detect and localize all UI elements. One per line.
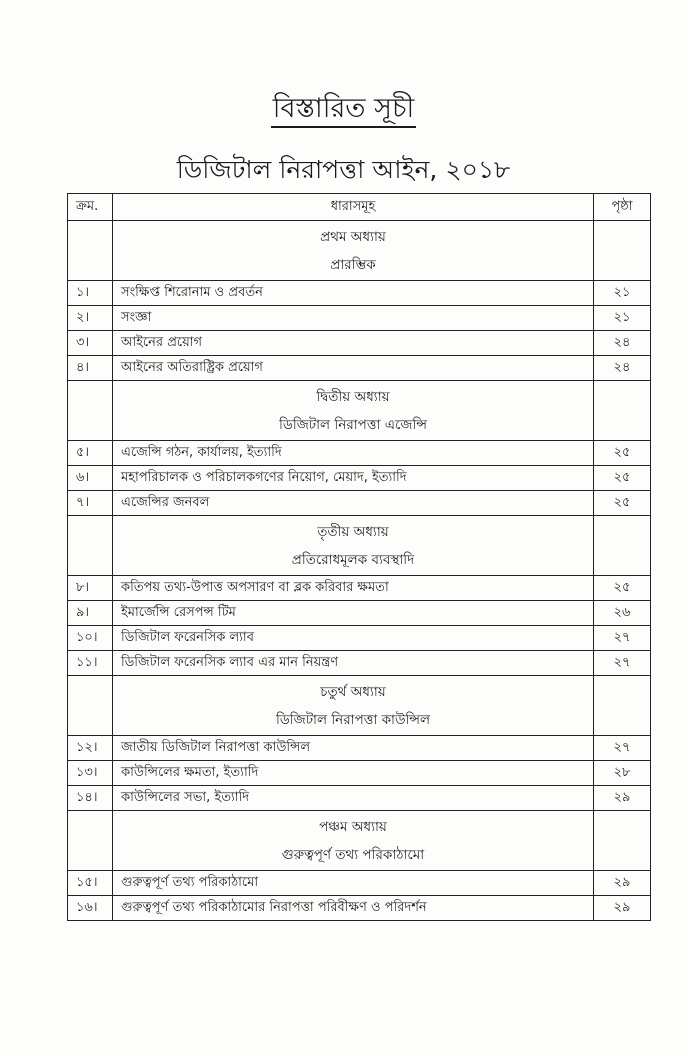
chapter-heading-cell	[113, 811, 594, 871]
table-row	[68, 441, 651, 466]
table-header-row	[68, 194, 651, 221]
chapter-heading-cell	[113, 381, 594, 441]
section-title: কাউন্সিলের ক্ষমতা, ইত্যাদি	[113, 761, 594, 786]
section-serial: ৫।	[68, 441, 113, 466]
chapter-number: চতুর্থ অধ্যায়	[320, 683, 386, 700]
table-row	[68, 896, 651, 921]
chapter-name: প্রতিরোধমূলক ব্যবস্থাদি	[291, 551, 415, 568]
header-page: পৃষ্ঠা	[594, 194, 651, 221]
chapter-number: পঞ্চম অধ্যায়	[319, 818, 387, 835]
chapter-serial-cell	[68, 516, 113, 576]
section-serial: ১৫।	[68, 871, 113, 896]
table-row	[68, 871, 651, 896]
section-serial: ১৩।	[68, 761, 113, 786]
section-title: জাতীয় ডিজিটাল নিরাপত্তা কাউন্সিল	[113, 736, 594, 761]
table-row	[68, 356, 651, 381]
chapter-name: ডিজিটাল নিরাপত্তা কাউন্সিল	[275, 711, 431, 728]
chapter-serial-cell	[68, 381, 113, 441]
section-page: ২৪	[594, 356, 651, 381]
header-sections: ধারাসমূহ	[113, 194, 594, 221]
section-title: ডিজিটাল ফরেনসিক ল্যাব এর মান নিয়ন্ত্রণ	[113, 651, 594, 676]
section-serial: ৯।	[68, 601, 113, 626]
contents-body	[68, 221, 651, 921]
section-page: ২৫	[594, 491, 651, 516]
section-page: ২৭	[594, 651, 651, 676]
section-page: ২১	[594, 306, 651, 331]
chapter-number: প্রথম অধ্যায়	[320, 228, 386, 245]
chapter-page-cell	[594, 221, 651, 281]
chapter-heading-cell	[113, 221, 594, 281]
header-serial: ক্রম.	[68, 194, 113, 221]
contents-table	[67, 193, 651, 921]
section-title: গুরুত্বপূর্ণ তথ্য পরিকাঠামোর নিরাপত্তা পরিবীক্ষণ ও পরিদর্শন	[113, 896, 594, 921]
section-page: ২৮	[594, 761, 651, 786]
chapter-heading-row	[68, 221, 651, 281]
page-title-wrapper	[0, 88, 687, 133]
section-page: ২৬	[594, 601, 651, 626]
section-page: ২৫	[594, 466, 651, 491]
table-row	[68, 306, 651, 331]
section-page: ২৯	[594, 896, 651, 921]
chapter-heading-row	[68, 811, 651, 871]
chapter-heading-cell	[113, 676, 594, 736]
section-page: ২৯	[594, 871, 651, 896]
section-page: ২৯	[594, 786, 651, 811]
section-title: আইনের অতিরাষ্ট্রিক প্রয়োগ	[113, 356, 594, 381]
section-title: এজেন্সির জনবল	[113, 491, 594, 516]
section-page: ২৭	[594, 626, 651, 651]
table-row	[68, 466, 651, 491]
chapter-name: প্রারম্ভিক	[330, 256, 376, 273]
section-serial: ১০।	[68, 626, 113, 651]
section-serial: ৩।	[68, 331, 113, 356]
table-row	[68, 601, 651, 626]
section-serial: ১৬।	[68, 896, 113, 921]
chapter-heading-row	[68, 676, 651, 736]
chapter-serial-cell	[68, 811, 113, 871]
section-title: ইমার্জেন্সি রেসপন্স টিম	[113, 601, 594, 626]
section-title: গুরুত্বপূর্ণ তথ্য পরিকাঠামো	[113, 871, 594, 896]
table-row	[68, 651, 651, 676]
section-serial: ৮।	[68, 576, 113, 601]
table-row	[68, 736, 651, 761]
page-title: বিস্তারিত সূচী	[271, 93, 417, 128]
section-serial: ১২।	[68, 736, 113, 761]
section-title: কতিপয় তথ্য-উপাত্ত অপসারণ বা ব্লক করিবার ক্ষমতা	[113, 576, 594, 601]
section-serial: ৬।	[68, 466, 113, 491]
chapter-page-cell	[594, 381, 651, 441]
section-title: মহাপরিচালক ও পরিচালকগণের নিয়োগ, মেয়াদ, ইত্যাদি	[113, 466, 594, 491]
section-page: ২১	[594, 281, 651, 306]
chapter-heading-cell	[113, 516, 594, 576]
table-row	[68, 786, 651, 811]
chapter-heading-row	[68, 516, 651, 576]
chapter-number: দ্বিতীয় অধ্যায়	[316, 388, 390, 405]
section-title: ডিজিটাল ফরেনসিক ল্যাব	[113, 626, 594, 651]
table-row	[68, 491, 651, 516]
table-row	[68, 281, 651, 306]
section-serial: ১৪।	[68, 786, 113, 811]
table-row	[68, 331, 651, 356]
table-row	[68, 761, 651, 786]
chapter-page-cell	[594, 516, 651, 576]
section-page: ২৭	[594, 736, 651, 761]
section-serial: ১।	[68, 281, 113, 306]
chapter-number: তৃতীয় অধ্যায়	[317, 523, 389, 540]
chapter-heading-row	[68, 381, 651, 441]
section-title: সংজ্ঞা	[113, 306, 594, 331]
chapter-serial-cell	[68, 676, 113, 736]
table-row	[68, 626, 651, 651]
section-title: কাউন্সিলের সভা, ইত্যাদি	[113, 786, 594, 811]
chapter-name: ডিজিটাল নিরাপত্তা এজেন্সি	[279, 416, 427, 433]
law-title: ডিজিটাল নিরাপত্তা আইন, ২০১৮	[176, 155, 511, 184]
section-page: ২৫	[594, 576, 651, 601]
chapter-name: গুরুত্বপূর্ণ তথ্য পরিকাঠামো	[281, 846, 425, 863]
section-page: ২৫	[594, 441, 651, 466]
section-serial: ৪।	[68, 356, 113, 381]
section-title: সংক্ষিপ্ত শিরোনাম ও প্রবর্তন	[113, 281, 594, 306]
section-title: এজেন্সি গঠন, কার্যালয়, ইত্যাদি	[113, 441, 594, 466]
chapter-page-cell	[594, 676, 651, 736]
chapter-page-cell	[594, 811, 651, 871]
section-title: আইনের প্রয়োগ	[113, 331, 594, 356]
section-page: ২৪	[594, 331, 651, 356]
table-row	[68, 576, 651, 601]
chapter-serial-cell	[68, 221, 113, 281]
section-serial: ৭।	[68, 491, 113, 516]
section-serial: ২।	[68, 306, 113, 331]
section-serial: ১১।	[68, 651, 113, 676]
